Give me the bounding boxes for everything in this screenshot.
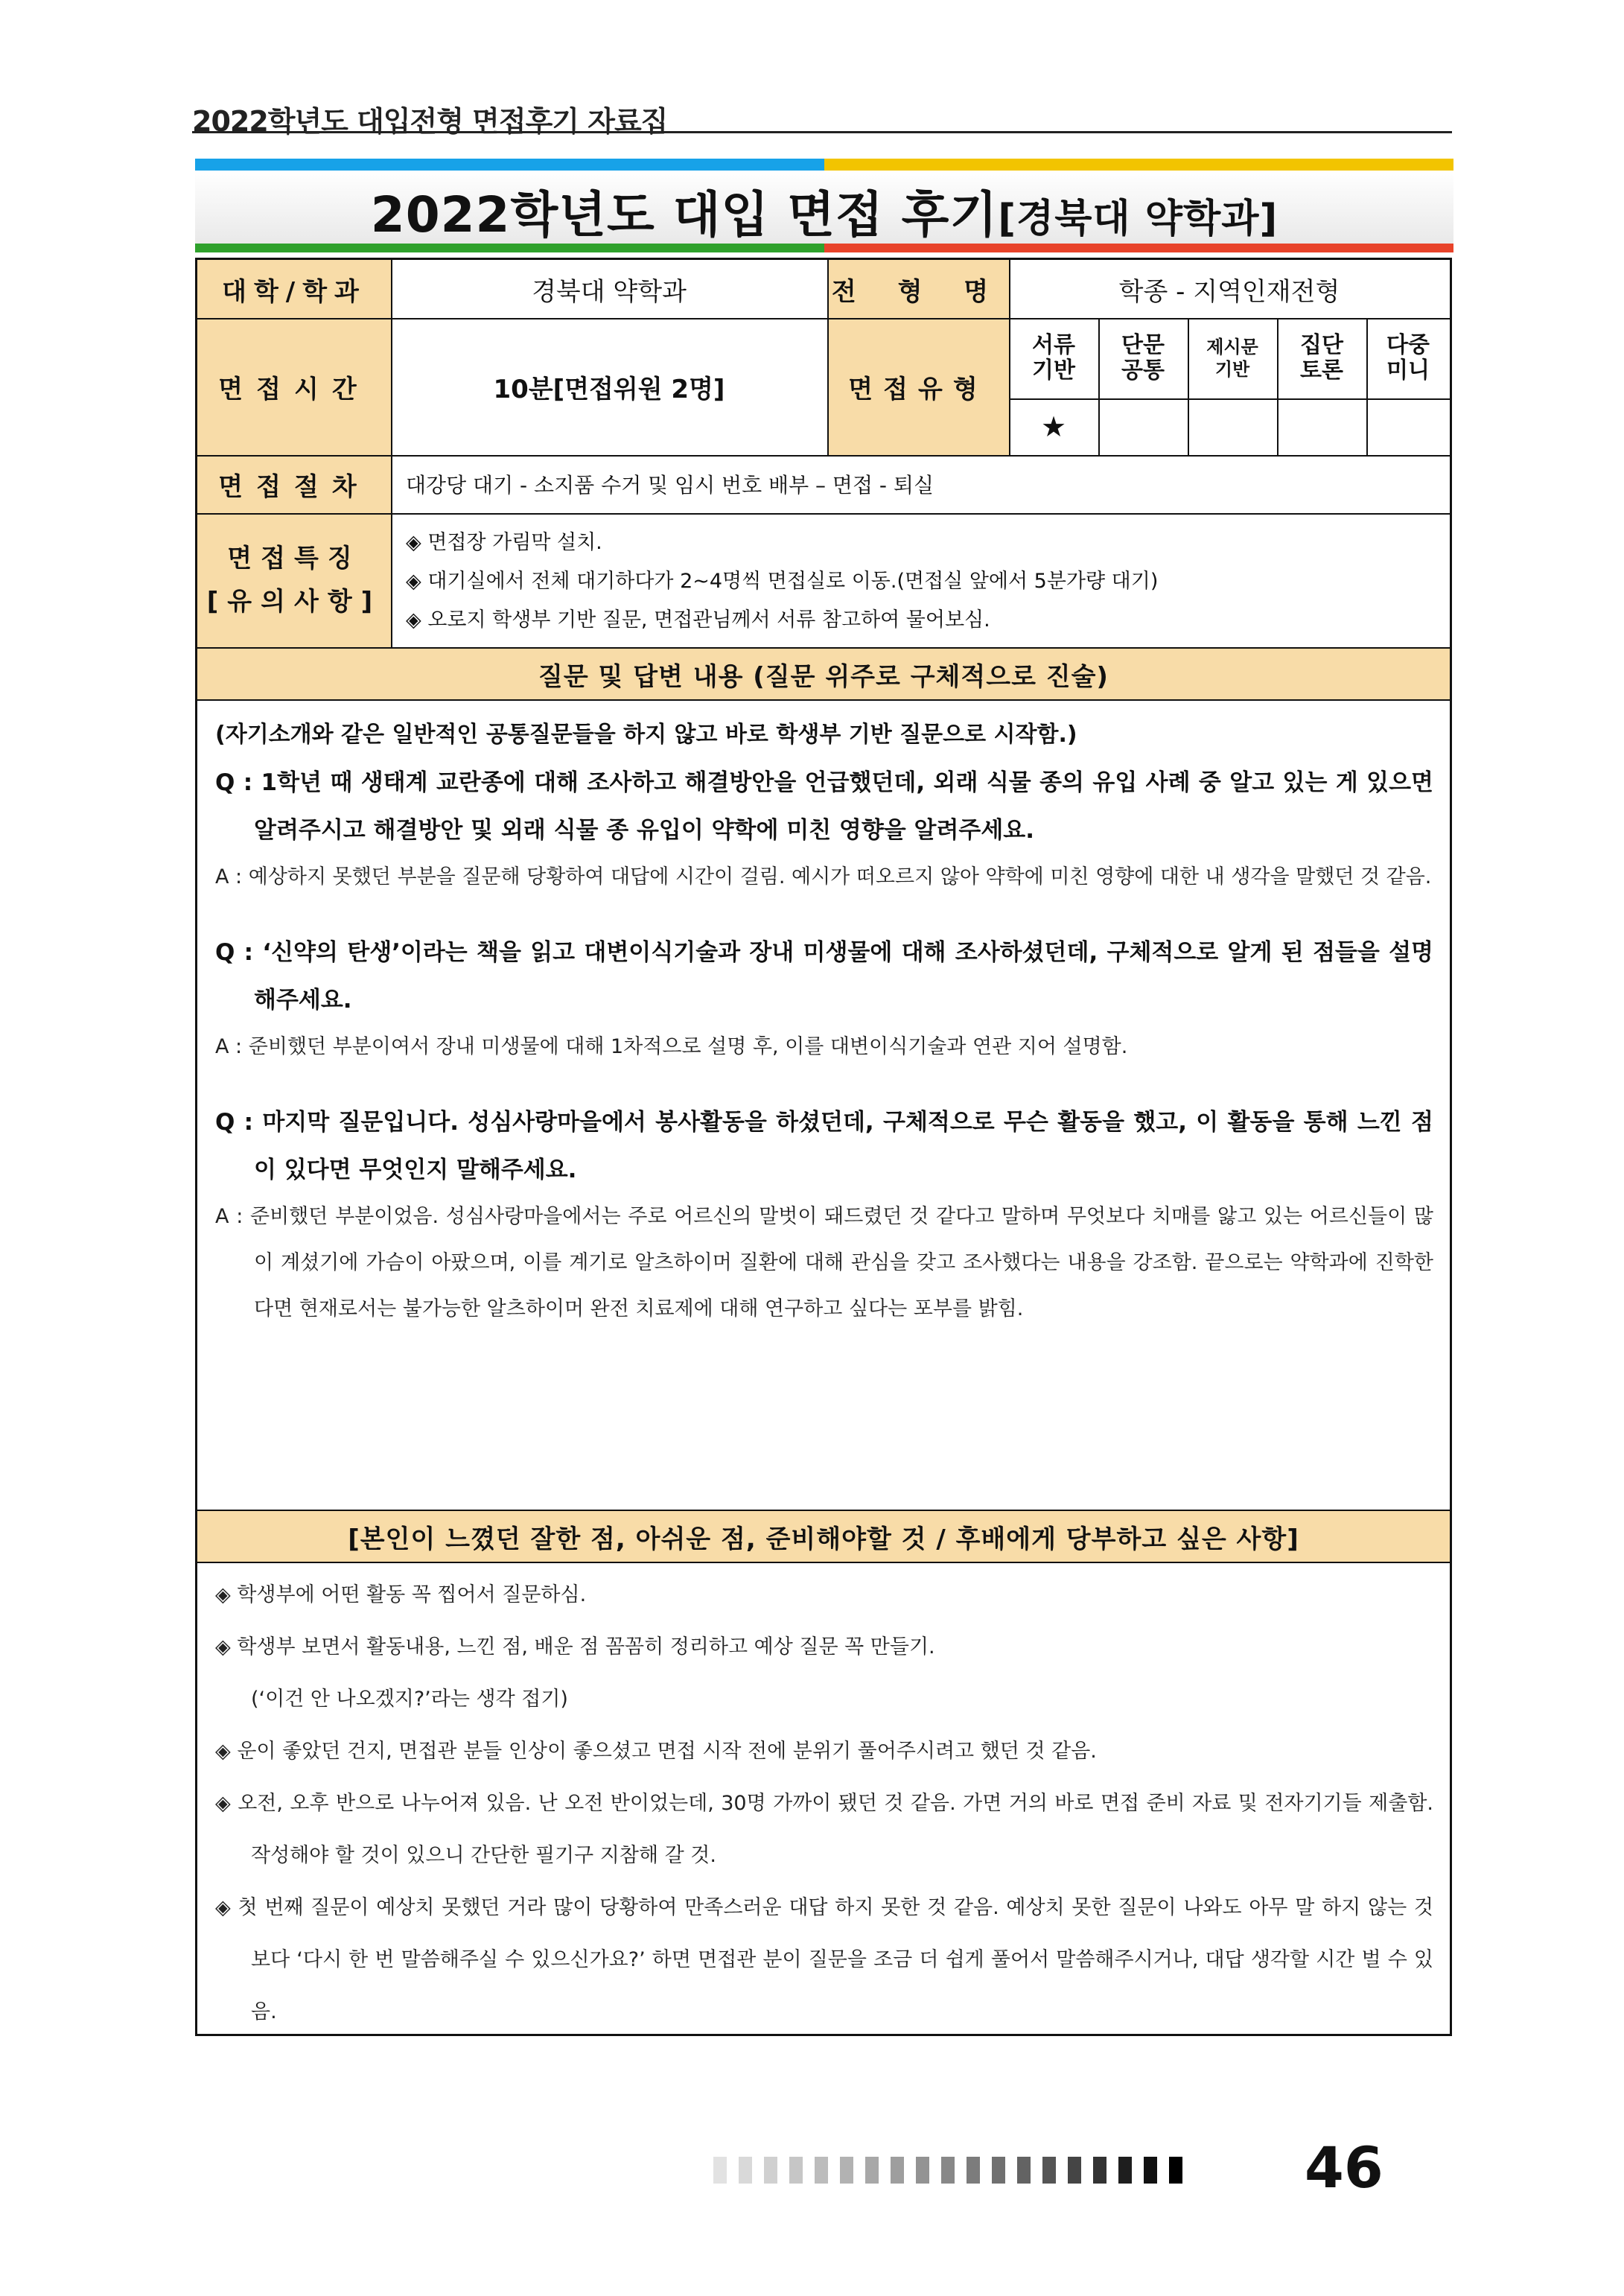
- procedure-label: 면접절차: [197, 455, 391, 513]
- tip-item-note: (‘이건 안 나오겠지?’라는 생각 접기): [251, 1688, 568, 1711]
- grid-line: [197, 455, 1450, 457]
- type-2-mark: [1098, 398, 1188, 455]
- type-1-mark: ★: [1040, 410, 1067, 443]
- banner-stripe-blue: [195, 159, 824, 171]
- dept-value: 경북대 약학과: [532, 276, 687, 307]
- question-2: Q : ‘신약의 탄생’이라는 책을 읽고 대변이식기술과 장내 미생물에 대해 조사하셨던데, 구체적으로 알게 된 점들을 설명해주세요.: [215, 939, 1433, 1014]
- type-passage-based: [1188, 318, 1277, 398]
- type-3-line2: 기반: [1214, 359, 1250, 380]
- type-2-line1: 단문: [1121, 332, 1165, 358]
- dept-label: 대학/학과: [197, 260, 391, 318]
- header-rule: [192, 131, 1452, 133]
- answer-3: A : 준비했던 부분이었음. 성심사랑마을에서는 주로 어르신의 말벗이 돼드렸던 것 같다고 말하며 무엇보다 치매를 앓고 있는 어르신들이 많이 계셨기에 가슴이 아팠으며, 이를 계기로 알츠하이머 질환에 대해 관심을 갖고 조사했다는 내용을 강조함. 끝으로는 약학과에 진학한다면 현재로서는 불가능한 알츠하이머 완전 치료제에 대해 연구하고 싶다는 포부를 밝힘.: [215, 1205, 1433, 1320]
- footer-square: [941, 2157, 955, 2184]
- grid-line: [1009, 260, 1010, 455]
- footer-square: [865, 2157, 879, 2184]
- footer-square: [1068, 2157, 1081, 2184]
- page-title: [195, 175, 1453, 246]
- footer-square: [967, 2157, 980, 2184]
- admission-label: 전 형 명: [827, 260, 1009, 318]
- page-title-main: 2022학년도 대입 면접 후기: [370, 186, 999, 244]
- qa-intro: (자기소개와 같은 일반적인 공통질문들을 하지 않고 바로 학생부 기반 질문으로 시작함.): [215, 722, 1077, 748]
- type-1-line1: 서류: [1032, 332, 1075, 358]
- features-label-2: [유의사항]: [206, 587, 382, 617]
- tip-item: ◈ 첫 번째 질문이 예상치 못했던 거라 많이 당황하여 만족스러운 대답 하지 못한 것 같음. 예상치 못한 질문이 나와도 아무 말 하지 않는 것 보다 ‘다시 한 번 말씀해주실 수 있으신가요?’ 하면 면접관 분이 질문을 조금 더 쉽게 풀어서 말씀해주시거나, 대답 생각할 시간 벌 수 있음.: [215, 1896, 1433, 2023]
- grid-line: [1098, 318, 1100, 455]
- type-multi-mini: [1366, 318, 1450, 398]
- tips-section-heading: [본인이 느꼈던 잘한 점, 아쉬운 점, 준비해야할 것 / 후배에게 당부하고 싶은 사항]: [197, 1510, 1450, 1563]
- footer-square: [1144, 2157, 1157, 2184]
- question-3: Q : 마지막 질문입니다. 성심사랑마을에서 봉사활동을 하셨던데, 구체적으로 무슨 활동을 했고, 이 활동을 통해 느낀 점이 있다면 무엇인지 말해주세요.: [215, 1109, 1433, 1183]
- grid-line: [1277, 318, 1278, 455]
- grid-line: [391, 260, 392, 647]
- type-3-line1: 제시문: [1206, 337, 1258, 357]
- qa-section-heading: 질문 및 답변 내용 (질문 위주로 구체적으로 진술): [197, 647, 1450, 701]
- type-document-based: [1009, 318, 1098, 398]
- features-label: [197, 513, 391, 647]
- tips-list: [215, 1569, 1433, 2038]
- footer-square: [992, 2157, 1005, 2184]
- type-5-mark: [1366, 398, 1450, 455]
- footer-square: [1118, 2157, 1132, 2184]
- type-short-common: [1098, 318, 1188, 398]
- tip-item: ◈ 운이 좋았던 건지, 면접관 분들 인상이 좋으셨고 면접 시작 전에 분위기 풀어주시려고 했던 것 같음.: [215, 1740, 1097, 1763]
- title-banner: [195, 159, 1453, 244]
- running-header-title: 2022학년도 대입전형 면접후기 자료집: [192, 98, 675, 139]
- footer-square: [739, 2157, 752, 2184]
- footer-square: [1169, 2157, 1182, 2184]
- question-1: Q : 1학년 때 생태계 교란종에 대해 조사하고 해결방안을 언급했던데, 외래 식물 종의 유입 사례 중 알고 있는 게 있으면 알려주시고 해결방안 및 외래 식물 종 유입이 약학에 미친 영향을 알려주세요.: [215, 769, 1433, 844]
- footer-square: [764, 2157, 777, 2184]
- answer-1: A : 예상하지 못했던 부분을 질문해 당황하여 대답에 시간이 걸림. 예시가 떠오르지 않아 약학에 미친 영향에 대한 내 생각을 말했던 것 같음.: [215, 865, 1432, 888]
- type-label: 면접유형: [827, 318, 1009, 455]
- type-5-line1: 다중: [1386, 332, 1430, 358]
- type-4-line2: 토론: [1300, 357, 1343, 384]
- grid-line: [1366, 318, 1368, 455]
- grid-line: [197, 513, 1450, 515]
- time-value: 10분[면접위원 2명]: [493, 374, 725, 404]
- feature-item: ◈ 오로지 학생부 기반 질문, 면접관님께서 서류 참고하여 물어보심.: [406, 608, 990, 632]
- footer-square: [891, 2157, 904, 2184]
- type-5-line2: 미니: [1386, 357, 1430, 384]
- procedure-value: 대강당 대기 - 소지품 수거 및 임시 번호 배부 – 면접 - 퇴실: [406, 473, 934, 497]
- features-list: [406, 524, 1441, 643]
- grid-line: [1188, 318, 1189, 455]
- banner-stripe-yellow: [824, 159, 1453, 171]
- footer-square: [1093, 2157, 1106, 2184]
- time-label: 면접시간: [197, 318, 391, 455]
- running-header: [192, 98, 1452, 138]
- footer-square: [713, 2157, 727, 2184]
- tip-item: ◈ 학생부에 어떤 활동 꼭 찝어서 질문하심.: [215, 1583, 587, 1606]
- feature-item: ◈ 대기실에서 전체 대기하다가 2~4명씩 면접실로 이동.(면접실 앞에서 5분가량 대기): [406, 570, 1159, 593]
- grid-line: [197, 318, 1450, 319]
- tip-item: ◈ 오전, 오후 반으로 나누어져 있음. 난 오전 반이었는데, 30명 가까이 됐던 것 같음. 가면 거의 바로 면접 준비 자료 및 전자기기들 제출함. 작성해야 할 것이 있으니 간단한 필기구 지참해 갈 것.: [215, 1792, 1433, 1867]
- footer-square: [815, 2157, 828, 2184]
- footer-square: [840, 2157, 853, 2184]
- type-2-line2: 공통: [1121, 357, 1165, 384]
- type-group-discussion: [1277, 318, 1366, 398]
- answer-2: A : 준비했던 부분이여서 장내 미생물에 대해 1차적으로 설명 후, 이를 대변이식기술과 연관 지어 설명함.: [215, 1035, 1128, 1058]
- type-3-mark: [1188, 398, 1277, 455]
- footer-square: [1017, 2157, 1031, 2184]
- tip-item: ◈ 학생부 보면서 활동내용, 느낀 점, 배운 점 꼼꼼히 정리하고 예상 질문 꼭 만들기.: [215, 1635, 935, 1659]
- footer-square: [1042, 2157, 1056, 2184]
- page-number: 46: [1305, 2134, 1383, 2201]
- admission-value: 학종 - 지역인재전형: [1118, 276, 1340, 307]
- type-4-line1: 집단: [1300, 332, 1343, 358]
- footer-square: [916, 2157, 929, 2184]
- review-form: [195, 258, 1452, 2036]
- grid-line: [1009, 398, 1450, 400]
- type-4-mark: [1277, 398, 1366, 455]
- qa-body: [215, 716, 1433, 1332]
- type-1-line2: 기반: [1032, 357, 1075, 384]
- features-label-1: 면접특징: [227, 544, 361, 573]
- feature-item: ◈ 면접장 가림막 설치.: [406, 531, 602, 554]
- page-title-sub: [경북대 약학과]: [998, 197, 1278, 241]
- footer-square: [789, 2157, 803, 2184]
- grid-line: [827, 260, 829, 455]
